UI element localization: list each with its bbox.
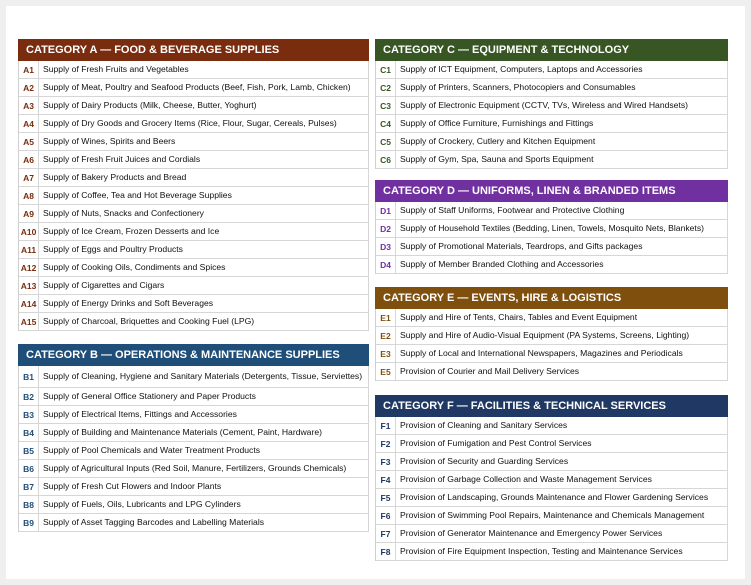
item-description: Supply of Member Branded Clothing and Accessories xyxy=(400,259,604,269)
item-description: Supply of Fresh Cut Flowers and Indoor Plants xyxy=(43,481,222,491)
list-item xyxy=(19,478,369,496)
item-code: B9 xyxy=(19,514,39,531)
item-code: A7 xyxy=(19,169,39,186)
category-b-header: CATEGORY B — OPERATIONS & MAINTENANCE SUPPLIES xyxy=(18,344,369,366)
list-item xyxy=(19,187,369,205)
item-description: Provision of Garbage Collection and Waste Management Services xyxy=(400,474,652,484)
list-item xyxy=(19,460,369,478)
list-item xyxy=(19,205,369,223)
list-item xyxy=(19,442,369,460)
item-code: F1 xyxy=(376,417,396,434)
item-code: F4 xyxy=(376,471,396,488)
item-description: Supply of Nuts, Snacks and Confectionery xyxy=(43,208,204,218)
category-a-header: CATEGORY A — FOOD & BEVERAGE SUPPLIES xyxy=(18,39,369,61)
item-code: A8 xyxy=(19,187,39,204)
item-code: A1 xyxy=(19,61,39,78)
list-item xyxy=(19,79,369,97)
item-description: Supply and Hire of Audio-Visual Equipment (PA Systems, Screens, Lighting) xyxy=(400,330,690,340)
item-description: Supply of Electronic Equipment (CCTV, TVs, Wireless and Wired Handsets) xyxy=(400,100,689,110)
item-code: A3 xyxy=(19,97,39,114)
item-description: Supply of Household Textiles (Bedding, Linen, Towels, Mosquito Nets, Blankets) xyxy=(400,223,704,233)
category-e-section xyxy=(375,287,728,381)
item-description: Supply of Staff Uniforms, Footwear and Protective Clothing xyxy=(400,205,625,215)
list-item xyxy=(19,97,369,115)
category-c-section xyxy=(375,39,728,169)
item-code: A10 xyxy=(19,223,39,240)
item-description: Supply of Dry Goods and Grocery Items (Rice, Flour, Sugar, Cereals, Pulses) xyxy=(43,118,337,128)
category-c-list xyxy=(375,61,728,169)
item-code: B2 xyxy=(19,388,39,405)
list-item xyxy=(19,223,369,241)
item-code: F7 xyxy=(376,525,396,542)
item-code: F6 xyxy=(376,507,396,524)
item-description: Provision of Courier and Mail Delivery Services xyxy=(400,366,580,376)
list-item xyxy=(376,115,728,133)
item-code: B5 xyxy=(19,442,39,459)
item-description: Supply of Energy Drinks and Soft Beverages xyxy=(43,298,214,308)
item-description: Provision of Fumigation and Pest Control Services xyxy=(400,438,592,448)
item-description: Supply of Local and International Newspapers, Magazines and Periodicals xyxy=(400,348,683,358)
item-code: A14 xyxy=(19,295,39,312)
item-code: B6 xyxy=(19,460,39,477)
item-code: B8 xyxy=(19,496,39,513)
item-description: Supply of Cleaning, Hygiene and Sanitary Materials (Detergents, Tissue, Serviettes) xyxy=(43,371,363,381)
list-item xyxy=(376,79,728,97)
category-e-list xyxy=(375,309,728,381)
item-description: Supply of Fresh Fruit Juices and Cordials xyxy=(43,154,201,164)
item-description: Supply and Hire of Tents, Chairs, Tables and Event Equipment xyxy=(400,312,638,322)
item-code: B7 xyxy=(19,478,39,495)
item-code: A11 xyxy=(19,241,39,258)
document-page xyxy=(6,6,745,579)
category-a-section xyxy=(18,39,369,331)
item-code: B4 xyxy=(19,424,39,441)
item-description: Supply of Coffee, Tea and Hot Beverage Supplies xyxy=(43,190,232,200)
item-code: A12 xyxy=(19,259,39,276)
item-code: D4 xyxy=(376,256,396,273)
item-description: Supply of Cigarettes and Cigars xyxy=(43,280,165,290)
item-description: Supply of ICT Equipment, Computers, Laptops and Accessories xyxy=(400,64,643,74)
list-item xyxy=(376,453,728,471)
item-description: Supply of Electrical Items, Fittings and Accessories xyxy=(43,409,237,419)
list-item xyxy=(376,151,728,169)
item-description: Provision of Fire Equipment Inspection, Testing and Maintenance Services xyxy=(400,546,683,556)
item-code: A13 xyxy=(19,277,39,294)
item-code: B1 xyxy=(19,366,39,387)
item-code: E5 xyxy=(376,363,396,380)
list-item xyxy=(376,363,728,381)
item-description: Supply of Charcoal, Briquettes and Cooking Fuel (LPG) xyxy=(43,316,255,326)
item-description: Provision of Swimming Pool Repairs, Maintenance and Chemicals Management xyxy=(400,510,705,520)
list-item xyxy=(19,295,369,313)
list-item xyxy=(19,388,369,406)
category-f-list xyxy=(375,417,728,561)
list-item xyxy=(19,514,369,532)
category-d-section xyxy=(375,180,728,274)
item-code: C5 xyxy=(376,133,396,150)
item-code: C4 xyxy=(376,115,396,132)
list-item xyxy=(19,133,369,151)
list-item xyxy=(376,507,728,525)
item-description: Supply of Printers, Scanners, Photocopiers and Consumables xyxy=(400,82,636,92)
item-description: Supply of Eggs and Poultry Products xyxy=(43,244,183,254)
list-item xyxy=(19,496,369,514)
item-description: Supply of Gym, Spa, Sauna and Sports Equipment xyxy=(400,154,594,164)
item-code: D3 xyxy=(376,238,396,255)
list-item xyxy=(376,220,728,238)
list-item xyxy=(376,543,728,561)
item-description: Supply of Wines, Spirits and Beers xyxy=(43,136,176,146)
item-description: Supply of Bakery Products and Bread xyxy=(43,172,187,182)
category-f-section xyxy=(375,395,728,561)
list-item xyxy=(376,133,728,151)
item-code: C1 xyxy=(376,61,396,78)
item-code: A4 xyxy=(19,115,39,132)
list-item xyxy=(19,366,369,388)
item-code: E2 xyxy=(376,327,396,344)
item-description: Supply of General Office Stationery and Paper Products xyxy=(43,391,256,401)
item-code: C2 xyxy=(376,79,396,96)
list-item xyxy=(19,313,369,331)
item-code: A5 xyxy=(19,133,39,150)
item-description: Supply of Meat, Poultry and Seafood Products (Beef, Fish, Pork, Lamb, Chicken) xyxy=(43,82,351,92)
list-item xyxy=(19,241,369,259)
item-code: B3 xyxy=(19,406,39,423)
category-d-header: CATEGORY D — UNIFORMS, LINEN & BRANDED ITEMS xyxy=(375,180,728,202)
list-item xyxy=(376,417,728,435)
item-description: Supply of Agricultural Inputs (Red Soil, Manure, Fertilizers, Grounds Chemicals) xyxy=(43,463,347,473)
item-code: F3 xyxy=(376,453,396,470)
list-item xyxy=(19,406,369,424)
item-description: Provision of Security and Guarding Services xyxy=(400,456,569,466)
list-item xyxy=(376,256,728,274)
item-description: Supply of Ice Cream, Frozen Desserts and Ice xyxy=(43,226,220,236)
list-item xyxy=(19,424,369,442)
item-code: A15 xyxy=(19,313,39,330)
item-code: D2 xyxy=(376,220,396,237)
item-code: A6 xyxy=(19,151,39,168)
item-code: C3 xyxy=(376,97,396,114)
list-item xyxy=(376,61,728,79)
category-c-header: CATEGORY C — EQUIPMENT & TECHNOLOGY xyxy=(375,39,728,61)
item-description: Supply of Building and Maintenance Materials (Cement, Paint, Hardware) xyxy=(43,427,322,437)
list-item xyxy=(376,97,728,115)
item-description: Provision of Cleaning and Sanitary Services xyxy=(400,420,568,430)
item-description: Supply of Fresh Fruits and Vegetables xyxy=(43,64,189,74)
list-item xyxy=(19,169,369,187)
item-description: Supply of Office Furniture, Furnishings and Fittings xyxy=(400,118,594,128)
item-code: C6 xyxy=(376,151,396,168)
item-code: E3 xyxy=(376,345,396,362)
item-description: Supply of Cooking Oils, Condiments and Spices xyxy=(43,262,226,272)
list-item xyxy=(376,489,728,507)
list-item xyxy=(376,309,728,327)
category-f-header: CATEGORY F — FACILITIES & TECHNICAL SERVICES xyxy=(375,395,728,417)
category-a-list xyxy=(18,61,369,331)
item-code: E1 xyxy=(376,309,396,326)
item-code: F8 xyxy=(376,543,396,560)
item-description: Supply of Fuels, Oils, Lubricants and LPG Cylinders xyxy=(43,499,241,509)
item-description: Supply of Asset Tagging Barcodes and Labelling Materials xyxy=(43,517,265,527)
category-b-section xyxy=(18,344,369,532)
category-e-header: CATEGORY E — EVENTS, HIRE & LOGISTICS xyxy=(375,287,728,309)
list-item xyxy=(376,327,728,345)
list-item xyxy=(376,238,728,256)
category-b-list xyxy=(18,366,369,532)
list-item xyxy=(19,259,369,277)
item-code: F5 xyxy=(376,489,396,506)
item-description: Supply of Pool Chemicals and Water Treatment Products xyxy=(43,445,261,455)
list-item xyxy=(376,525,728,543)
item-code: A2 xyxy=(19,79,39,96)
list-item xyxy=(376,345,728,363)
list-item xyxy=(19,277,369,295)
list-item xyxy=(19,151,369,169)
item-code: D1 xyxy=(376,202,396,219)
list-item xyxy=(19,61,369,79)
item-description: Provision of Generator Maintenance and Emergency Power Services xyxy=(400,528,663,538)
item-code: A9 xyxy=(19,205,39,222)
category-d-list xyxy=(375,202,728,274)
list-item xyxy=(376,435,728,453)
item-description: Supply of Promotional Materials, Teardrops, and Gifts packages xyxy=(400,241,643,251)
item-description: Supply of Crockery, Cutlery and Kitchen Equipment xyxy=(400,136,596,146)
item-code: F2 xyxy=(376,435,396,452)
list-item xyxy=(19,115,369,133)
list-item xyxy=(376,471,728,489)
item-description: Supply of Dairy Products (Milk, Cheese, Butter, Yoghurt) xyxy=(43,100,257,110)
list-item xyxy=(376,202,728,220)
item-description: Provision of Landscaping, Grounds Maintenance and Flower Gardening Services xyxy=(400,492,709,502)
